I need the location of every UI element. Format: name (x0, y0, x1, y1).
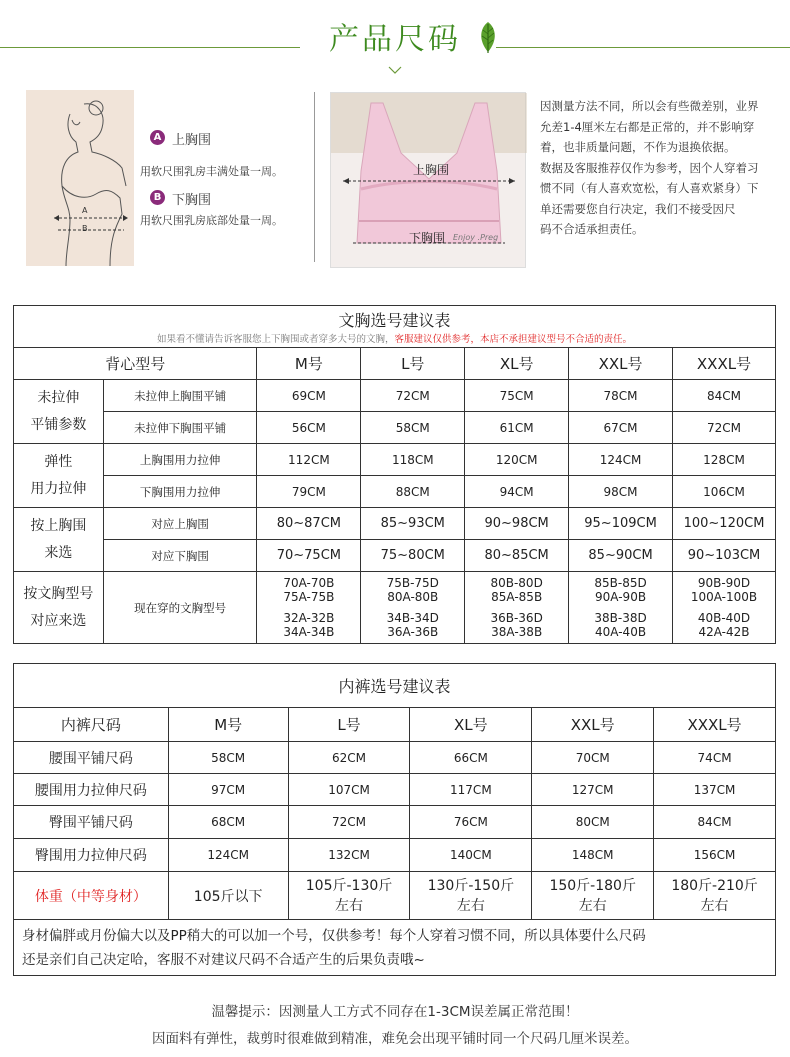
table-cell: 85~93CM (361, 508, 465, 540)
under-bust-title: 下胸围 (172, 193, 212, 208)
table-cell: 67CM (569, 412, 673, 444)
table-cell: 75~80CM (361, 540, 465, 572)
table-cell: 94CM (465, 476, 569, 508)
table-cell: 132CM (288, 839, 410, 872)
weight-cell: 180斤-210斤 左右 (654, 872, 776, 920)
table-cell: 88CM (361, 476, 465, 508)
footer-tip: 温馨提示：因测量人工方式不同存在1-3CM误差属正常范围！ (211, 1004, 579, 1020)
row-label: 对应下胸围 (103, 540, 257, 572)
table-cell: 106CM (673, 476, 776, 508)
table-cell: 74CM (654, 742, 776, 774)
weight-cell: 150斤-180斤 左右 (532, 872, 654, 920)
bra-header-cell: L号 (361, 348, 465, 380)
row-label: 上胸围用力拉伸 (103, 444, 257, 476)
group-label: 按上胸围 来选 (14, 508, 104, 572)
section-divider (314, 92, 315, 262)
table-cell: 72CM (673, 412, 776, 444)
header-notch (388, 66, 402, 74)
table-cell: 70~75CM (257, 540, 361, 572)
panty-table-title: 内裤选号建议表 (14, 664, 776, 708)
table-cell: 80CM (532, 806, 654, 839)
cup-cell: 38B-38D 40A-40B (569, 608, 673, 644)
leaf-icon (476, 20, 500, 54)
bra-table-title: 文胸选号建议表 (338, 311, 451, 330)
figure-label-b: B (82, 224, 88, 233)
upper-bust-title: 上胸围 (172, 133, 212, 148)
table-cell: 72CM (288, 806, 410, 839)
panty-header-cell: M号 (168, 708, 288, 742)
photo-label-lower: 下胸围 (409, 231, 446, 245)
group-label: 按文胸型号 对应来选 (14, 572, 104, 644)
bra-header-cell: XXL号 (569, 348, 673, 380)
table-cell: 70CM (532, 742, 654, 774)
note-line: 码不合适承担责任。 (540, 222, 644, 236)
table-cell: 112CM (257, 444, 361, 476)
cup-cell: 40B-40D 42A-42B (673, 608, 776, 644)
row-label: 对应上胸围 (103, 508, 257, 540)
page-title: 产品尺码 (329, 22, 461, 57)
weight-label: 体重（中等身材） (14, 872, 169, 920)
table-cell: 56CM (257, 412, 361, 444)
bra-header-cell: 背心型号 (14, 348, 257, 380)
sizing-note (540, 96, 776, 240)
table-cell: 127CM (532, 774, 654, 806)
table-cell: 95~109CM (569, 508, 673, 540)
note-line: 惯不同（有人喜欢宽松，有人喜欢紧身）下 (540, 181, 759, 195)
table-cell: 124CM (569, 444, 673, 476)
panty-header-cell: XXL号 (532, 708, 654, 742)
table-cell: 97CM (168, 774, 288, 806)
table-cell: 90~103CM (673, 540, 776, 572)
body-figure (26, 90, 134, 266)
photo-brand-mark: Enjoy .Preg (453, 233, 499, 242)
weight-cell: 105斤-130斤 左右 (288, 872, 410, 920)
note-line: 着，也非质量问题，不作为退换依据。 (540, 140, 736, 154)
table-cell: 137CM (654, 774, 776, 806)
panty-header-cell: XL号 (410, 708, 532, 742)
group-label: 未拉伸 平铺参数 (14, 380, 104, 444)
table-cell: 61CM (465, 412, 569, 444)
cup-cell: 32A-32B 34A-34B (257, 608, 361, 644)
badge-b: B (150, 190, 165, 205)
table-cell: 58CM (361, 412, 465, 444)
cup-cell: 80B-80D 85A-85B (465, 572, 569, 608)
product-photo (330, 92, 526, 268)
row-label: 下胸围用力拉伸 (103, 476, 257, 508)
bra-header-cell: XL号 (465, 348, 569, 380)
bra-header-cell: M号 (257, 348, 361, 380)
bra-size-table (13, 305, 776, 644)
table-cell: 78CM (569, 380, 673, 412)
footer-note: 因面料有弹性，裁剪时很难做到精准，难免会出现平铺时同一个尺码几厘米误差。 (152, 1031, 638, 1047)
bra-table-subtitle: 如果看不懂请告诉客服您上下胸围或者穿多大号的文胸， (156, 334, 395, 345)
cup-cell: 90B-90D 100A-100B (673, 572, 776, 608)
weight-cell: 105斤以下 (168, 872, 288, 920)
table-cell: 68CM (168, 806, 288, 839)
note-line: 允差1-4厘米左右都是正常的，并不影响穿 (540, 119, 755, 134)
table-cell: 118CM (361, 444, 465, 476)
table-cell: 120CM (465, 444, 569, 476)
panty-header-cell: L号 (288, 708, 410, 742)
bra-table-disclaimer: 客服建议仅供参考，本店不承担建议型号不合适的责任。 (394, 334, 633, 345)
bra-table-caption (14, 306, 776, 348)
row-label: 未拉伸上胸围平铺 (103, 380, 257, 412)
note-line: 数据及客服推荐仅作为参考，因个人穿着习 (540, 160, 759, 175)
table-cell: 72CM (361, 380, 465, 412)
table-cell: 66CM (410, 742, 532, 774)
cup-cell: 34B-34D 36A-36B (361, 608, 465, 644)
table-cell: 80~87CM (257, 508, 361, 540)
badge-a: A (150, 130, 165, 145)
table-cell: 75CM (465, 380, 569, 412)
cup-cell: 36B-36D 38A-38B (465, 608, 569, 644)
upper-bust-desc: 用软尺围乳房丰满处量一周。 (140, 165, 283, 178)
group-label: 弹性 用力拉伸 (14, 444, 104, 508)
panty-header-cell: XXXL号 (654, 708, 776, 742)
cup-cell: 85B-85D 90A-90B (569, 572, 673, 608)
table-cell: 69CM (257, 380, 361, 412)
bra-header-cell: XXXL号 (673, 348, 776, 380)
weight-cell: 130斤-150斤 左右 (410, 872, 532, 920)
panty-header-cell: 内裤尺码 (14, 708, 169, 742)
table-cell: 117CM (410, 774, 532, 806)
table-cell: 98CM (569, 476, 673, 508)
table-cell: 107CM (288, 774, 410, 806)
table-cell: 85~90CM (569, 540, 673, 572)
row-label: 未拉伸下胸围平铺 (103, 412, 257, 444)
table-cell: 128CM (673, 444, 776, 476)
body-outline-illustration (26, 90, 134, 266)
size-remark: 身材偏胖或月份偏大以及PP稍大的可以加一个号，仅供参考！每个人穿着习惯不同，所以具体要什么尺码 还是亲们自己决定哈，客服不对建议尺码不合适产生的后果负责哦~ (14, 920, 776, 976)
row-label: 腰围用力拉伸尺码 (14, 774, 169, 806)
table-cell: 76CM (410, 806, 532, 839)
under-bust-desc: 用软尺围乳房底部处量一周。 (140, 214, 283, 227)
table-cell: 84CM (654, 806, 776, 839)
table-cell: 79CM (257, 476, 361, 508)
note-line: 因测量方法不同，所以会有些微差别，业界 (540, 99, 759, 113)
row-label: 现在穿的文胸型号 (103, 572, 257, 644)
row-label: 臀围用力拉伸尺码 (14, 839, 169, 872)
table-cell: 62CM (288, 742, 410, 774)
cup-cell: 70A-70B 75A-75B (257, 572, 361, 608)
table-cell: 100~120CM (673, 508, 776, 540)
table-cell: 148CM (532, 839, 654, 872)
table-cell: 84CM (673, 380, 776, 412)
row-label: 臀围平铺尺码 (14, 806, 169, 839)
table-cell: 124CM (168, 839, 288, 872)
figure-label-a: A (82, 206, 88, 215)
note-line: 单还需要您自行决定，我们不接受因尺 (540, 201, 736, 216)
table-cell: 156CM (654, 839, 776, 872)
table-cell: 140CM (410, 839, 532, 872)
table-cell: 90~98CM (465, 508, 569, 540)
row-label: 腰围平铺尺码 (14, 742, 169, 774)
photo-label-upper: 上胸围 (413, 163, 450, 177)
panty-size-table (13, 663, 776, 976)
table-cell: 80~85CM (465, 540, 569, 572)
table-cell: 58CM (168, 742, 288, 774)
cup-cell: 75B-75D 80A-80B (361, 572, 465, 608)
